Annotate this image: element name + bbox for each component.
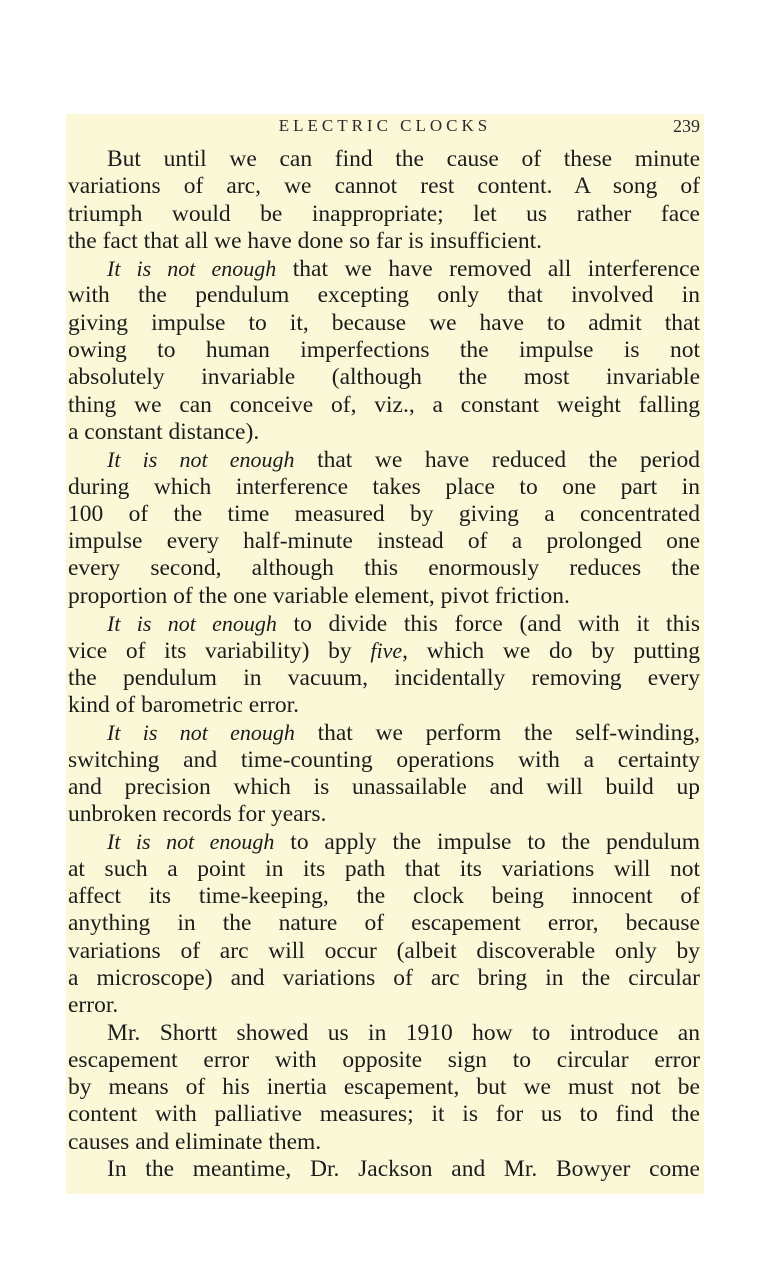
text-line: impulse every half-minute instead of a prolonged one — [68, 528, 700, 555]
text-line: content with palliative measures; it is for us to find the — [68, 1101, 700, 1128]
text-line — [68, 719, 700, 746]
text-line: a microscope) and variations of arc bring in the circular — [68, 964, 700, 991]
text-fragment: that we have reduced the period — [317, 447, 700, 474]
text-line: variations of arc will occur (albeit discoverable only by — [68, 937, 700, 964]
text-line: unbroken records for years. — [68, 801, 327, 828]
text-line: Mr. Shortt showed us in 1910 how to introduce an — [107, 1019, 700, 1046]
text-line: and precision which is unassailable and will build up — [68, 773, 700, 800]
text-fragment: that we perform the self-winding, — [317, 720, 701, 747]
text-fragment: to divide this force (and with it this — [293, 611, 700, 638]
text-line — [68, 610, 700, 637]
emphasis-phrase: It is not enough — [107, 720, 295, 746]
emphasis-phrase: It is not enough — [107, 829, 275, 855]
text-line — [68, 637, 700, 664]
text-line: 100 of the time measured by giving a concentrated — [68, 500, 700, 527]
text-line: every second, although this enormously reduces the — [68, 555, 700, 582]
text-line: by means of his inertia escapement, but we must not be — [68, 1074, 700, 1101]
emphasis-phrase: It is not enough — [107, 611, 277, 637]
text-line: variations of arc, we cannot rest content. A song of — [68, 173, 700, 200]
text-line: causes and eliminate them. — [68, 1128, 322, 1155]
text-fragment: that we have removed all interference — [292, 256, 700, 283]
running-title: ELECTRIC CLOCKS — [278, 116, 492, 135]
emphasis-word: five — [370, 638, 403, 664]
text-fragment: to apply the impulse to the pendulum — [290, 829, 701, 856]
emphasis-phrase: It is not enough — [107, 447, 295, 473]
text-line: owing to human imperfections the impulse is not — [68, 337, 700, 364]
text-line: thing we can conceive of, viz., a constant weight falling — [68, 391, 700, 418]
running-header — [66, 114, 704, 142]
text-line — [68, 446, 700, 473]
text-line: triumph would be inappropriate; let us rather face — [68, 200, 700, 227]
text-line: the pendulum in vacuum, incidentally removing every — [68, 664, 700, 691]
text-line: at such a point in its path that its variations will not — [68, 855, 700, 882]
text-line: a constant distance). — [68, 418, 260, 445]
body-text — [68, 146, 700, 1183]
text-line: proportion of the one variable element, pivot friction. — [68, 582, 570, 609]
text-line: absolutely invariable (although the most invariable — [68, 364, 700, 391]
page-number: 239 — [673, 116, 700, 136]
text-fragment: vice of its variability) by — [68, 638, 352, 665]
text-line — [68, 828, 700, 855]
text-line: switching and time-counting operations with a certainty — [68, 746, 700, 773]
text-line: affect its time-keeping, the clock being innocent of — [68, 883, 700, 910]
text-line: But until we can find the cause of these minute — [107, 146, 700, 172]
text-line: error. — [68, 992, 119, 1019]
text-line: anything in the nature of escapement error, because — [68, 910, 700, 937]
text-line: In the meantime, Dr. Jackson and Mr. Bowyer come — [107, 1155, 700, 1182]
text-line: escapement error with opposite sign to circular error — [68, 1046, 700, 1073]
text-line — [68, 255, 700, 282]
text-fragment: , which we do by putting — [402, 638, 701, 665]
text-line: kind of barometric error. — [68, 691, 299, 718]
emphasis-phrase: It is not enough — [107, 256, 277, 282]
text-line: the fact that all we have done so far is insufficient. — [68, 227, 542, 254]
text-line: during which interference takes place to one part in — [68, 473, 700, 500]
text-line: giving impulse to it, because we have to admit that — [68, 309, 700, 336]
text-line: with the pendulum excepting only that involved in — [68, 282, 700, 309]
